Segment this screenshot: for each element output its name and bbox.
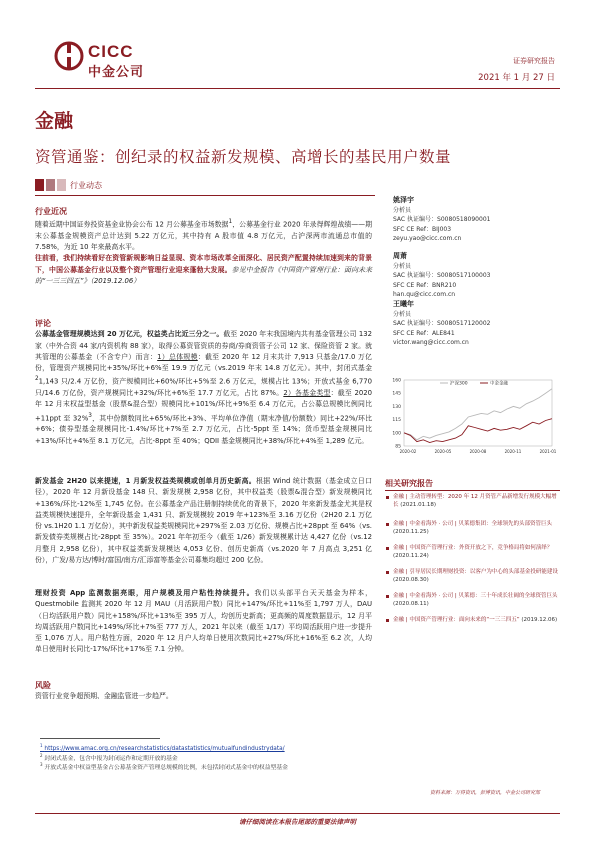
heading-comment: 评论 <box>35 319 51 328</box>
tag-divider <box>35 195 375 196</box>
bullet-icon <box>386 523 389 526</box>
analyst-sac: SAC 执证编号：S0080517120002 <box>393 320 491 328</box>
analyst-name: 周萧 <box>393 252 407 260</box>
analyst-card <box>393 252 490 300</box>
x-tick-label: 2020-02 <box>399 449 417 454</box>
analyst-sac: SAC 执证编号：S0080518090001 <box>393 216 491 224</box>
bullet-icon <box>386 619 389 622</box>
paragraph-1: 随着近期中国证券投资基金业协会公布 12 月公募基金市场数据$^1$，公募基金行业 2020 年录得辉煌战绩——期末公募基金规模资产总计达到 5.22 万亿元，其中持有 A 股市值 4.8 万亿元，占沪深两市流通总市值的 7.58%，为近 10 年来最高水平。 <box>35 219 372 252</box>
paragraph-3: 公募基金管理规模达到 20 万亿元，权益类占比近三分之一。截至 2020 年末我国境内共有基金管理公司 132 家（中外合资 44 家/内资机构 88 家），取得公募资管资质的券商/券商资管子公司 12 家、保险资管 2 家。就其管理的公募基金（不含专户）而言：1）总体规模：截至 2020 年 12 月末共计 7,913 只基金/17.0 万亿份，管理资产规模同比+35%/环比+6%至 19.9 万亿元（vs.2019 年末 14.8 万亿元）。其中，封闭式基金$^2$1,143 只/2.4 万亿份，资产规模同比+60%/环比+5%至 2.6 万亿元，规模占比 13%；开放式基金 6,770 只/14.6 万亿份，资产规模同比+32%/环比+6%至 17.7 万亿元，占比 87%。2）各基金类型：截至 2020 年 12 月末权益型基金（股票&混合型）规模同比+101%/环比+9%至 6.4 万亿元，占公募总规模比例同比+11ppt 至 32%$^3$，其中份额数同比+65%/环比+3%、平均单位净值（期末净值/份额数）同比+22%/环比+6%；债券型基金规模同比-1.4%/环比+7%至 2.7 万亿元，占比-5ppt 至 14%；货币型基金规模同比+13%/环比+4%至 8.1 万亿元，占比-8ppt 至 40%；QDII 基金规模同比+38%/环比+4%至 1,289 亿元。 <box>35 330 372 445</box>
body-new-funds <box>35 476 372 566</box>
analyst-sfc: SFC CE Ref：ALE841 <box>393 329 455 337</box>
analyst-sac: SAC 执证编号：S0080517100003 <box>393 272 491 280</box>
legend-label: 沪深300 <box>450 381 468 387</box>
bullet-icon <box>386 571 389 574</box>
paragraph-5: 理财投资 App 监测数据亮眼，用户规模及用户粘性持续提升。我们以头部平台天天基金为样本，Questmobile 监测其 2020 年 12 月 MAU（月活跃用户数）同比+147%/环比+11%至 1,797 万人，DAU（日均活跃用户数）同比+158%/环比+13%至 395 万人，均创历史新高；更高频的周度数据显示，12 月平均周活跃用户数同比+149%/环比+7%至 777 万人，2021 年以来（截至 1/17）平均周活跃用户进一步提升至 1,076 万人。用户粘性方面，2020 年 12 月户人均单日使用次数同比+27%/环比+16%至 6.2 次，人均单日使用时长同比-17%/环比+17%至 7.1 分钟。 <box>35 589 373 654</box>
bullet-icon <box>386 595 389 598</box>
y-tick-label: 115 <box>392 418 401 424</box>
report-title: 资管通鉴：创纪录的权益新发规模、高增长的基民用户数量 <box>35 148 452 166</box>
analyst-card <box>393 196 490 244</box>
footer-divider <box>35 813 560 814</box>
related-report-link[interactable]: 金融 | 中金看海外 · 公司 | 贝莱德集团：全球领先的头部资管巨头 (2020.11.25) <box>393 521 552 536</box>
heading-risk: 风险 <box>35 681 51 690</box>
cicc-logo-icon <box>54 41 84 71</box>
x-tick-label: 2020-11 <box>504 449 522 454</box>
y-tick-label: 145 <box>392 391 401 397</box>
y-tick-label: 85 <box>395 444 401 450</box>
x-tick-label: 2020-08 <box>469 449 487 454</box>
bullet-icon <box>386 496 389 499</box>
analyst-name: 王曦年 <box>393 300 414 308</box>
analyst-email[interactable]: zeyu.yao@cicc.com.cn <box>393 235 462 243</box>
tag-block <box>57 179 66 191</box>
legend-label: 中金金融 <box>490 381 508 387</box>
analyst-sfc: SFC CE Ref：BNR210 <box>393 281 457 289</box>
risk-text: 资管行业竞争超预期、金融监管进一步趋严。 <box>35 692 173 701</box>
report-tag: 行业动态 <box>70 181 102 190</box>
body-risk <box>35 680 372 703</box>
footnote-1-link[interactable]: $^1$ https://www.amac.org.cn/researchstatistics/datastatistics/mutualfundindustrydata/ <box>40 743 285 752</box>
x-tick-label: 2021-01 <box>539 449 557 454</box>
related-report-link[interactable]: 金融 | 主动管理转型：2020 年 12 月资管产品新增发行规模大幅增长 (2021.01.18) <box>393 494 557 509</box>
header-divider <box>35 88 560 89</box>
footnote-2: $^2$ 封闭式基金，包含中报为封闭运作和定期开放的基金 <box>40 753 178 762</box>
body-app-data <box>35 588 372 656</box>
analyst-sfc: SFC CE Ref：BIJ003 <box>393 225 452 233</box>
x-tick-label: 2020-05 <box>434 449 452 454</box>
report-date: 2021 年 1 月 27 日 <box>478 73 555 83</box>
series-line <box>404 389 552 440</box>
related-divider <box>385 490 560 491</box>
analyst-name: 姚泽宇 <box>393 196 414 204</box>
series-line <box>404 419 552 443</box>
heading-industry-status: 行业近况 <box>35 207 67 216</box>
logo-text-cn: 中金公司 <box>88 65 145 80</box>
bullet-icon <box>386 547 389 550</box>
analyst-role: 分析员 <box>393 206 412 214</box>
related-report-link[interactable]: 金融 | 中国资产管理行业：面向未来的“一三三四五” (2019.12.06) <box>393 617 558 623</box>
legal-notice: 请仔细阅读在本报告尾部的重要法律声明 <box>239 818 356 826</box>
section-title: 金融 <box>35 110 74 132</box>
y-tick-label: 130 <box>392 404 401 410</box>
footnote-divider <box>40 738 160 739</box>
body-comment <box>35 318 372 447</box>
data-source-note: 资料来源：万得资讯，彭博资讯，中金公司研究部 <box>430 790 541 796</box>
analyst-role: 分析员 <box>393 262 412 270</box>
plot-area <box>404 380 552 446</box>
tag-block <box>35 179 44 191</box>
tag-block <box>46 179 55 191</box>
paragraph-4: 新发基金 2H20 以来提速，1 月新发权益类规模或创单月历史新高。根据 Wind 统计数据（基金成立日口径），2020 年 12 月新设基金 148 只、新发规模 2,958 亿份，其中权益类（股票&混合型）新发规模同比+136%/环比-12%至 1,745 亿份。在公募基金产品注册制持续优化的背景下，2020 年来新发基金尤其是权益类规模快速提升，全年新设基金 1,431 只、新发规模较 2019 年+123%至 3.16 万亿份（2H20 2.1 万亿份 vs.1H20 1.1 万亿份），其中新发权益类规模同比+297%至 2.03 万亿份、规模占比+28ppt 至 64%（vs.新发债券类规模占比-28ppt 至 35%）。2021 年年初至今（截至 1/26）新发规模累计达 4,427 亿份（vs.12 月整月 2,958 亿份），其中权益类新发规模达 4,053 亿份、创历史新高（vs.2020 年 7 月高点 3,251 亿份），广发/易方达/博时/富国/南方/汇添富等基金公司募集均超过 200 亿份。 <box>35 477 373 565</box>
analyst-email[interactable]: han.qu@cicc.com.cn <box>393 291 456 299</box>
footnote-3: $^3$ 开放式基金中权益型基金占公募基金资产管理总规模的比例，未包括封闭式基金中的权益型基金 <box>40 762 288 771</box>
performance-chart <box>380 370 560 460</box>
logo-text-en: CICC <box>88 42 134 61</box>
paragraph-2: 往前看，我们持续看好在资管新规影响日益显现、资本市场改革全面深化、居民资产配置持续加速到来的背景下，中国公募基金行业以及整个资产管理行业迎来蓬勃大发展。参见中金报告《中国资产管理行业：面向未来的“一三三四五”》（2019.12.06） <box>35 254 373 286</box>
related-report-link[interactable]: 金融 | 中金看海外 · 公司 | 贝莱德：三十年成长壮阔的全球资管巨头 (2020.08.11) <box>393 593 558 608</box>
related-report-link[interactable]: 金融 | 中国资产管理行业：外资开放之下，竞争格局将如何演绎？ (2020.11.24) <box>393 545 553 560</box>
body-left-column <box>35 206 372 287</box>
report-type: 证券研究报告 <box>513 57 555 65</box>
related-research-heading: 相关研究报告 <box>385 479 433 488</box>
y-tick-label: 160 <box>392 378 401 384</box>
y-tick-label: 100 <box>392 431 401 437</box>
related-report-link[interactable]: 金融 | 引导居民长期理财投资：以客户为中心的头部基金投研能建设 (2020.08.30) <box>393 569 558 584</box>
analyst-role: 分析员 <box>393 310 412 318</box>
analyst-email[interactable]: victor.wang@cicc.com.cn <box>393 339 469 347</box>
analyst-card <box>393 300 490 348</box>
